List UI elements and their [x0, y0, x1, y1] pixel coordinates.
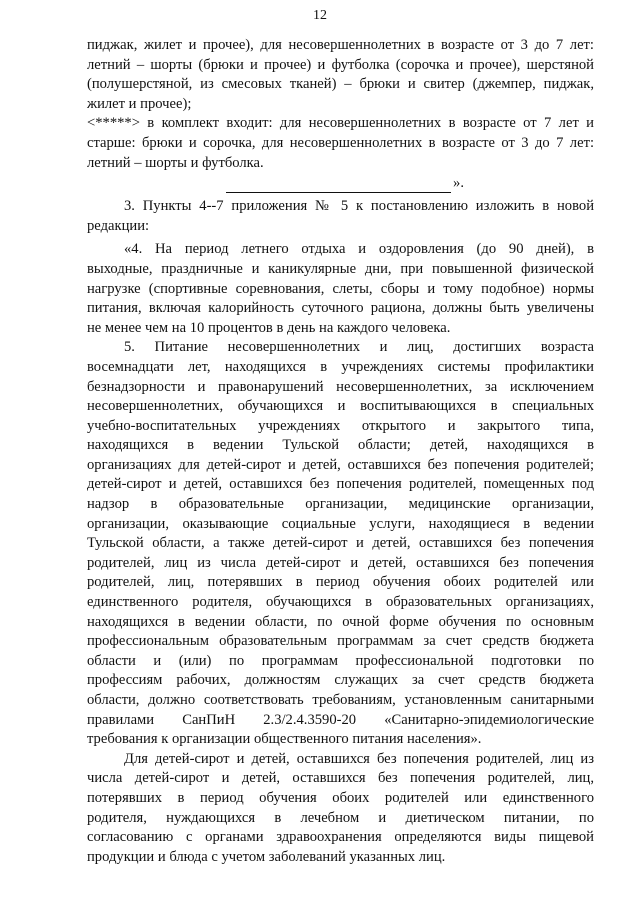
text-line: родителя, нуждающихся в лечебном и диетическом питании, по — [87, 809, 594, 826]
text-line: числа детей-сирот и детей, оставшихся без попечения родителей, лиц, — [87, 770, 594, 787]
page-number: 12 — [313, 8, 327, 23]
paragraph-item-3 — [87, 197, 594, 236]
text-line: продукции и блюда с учетом заболеваний указанных лиц. — [87, 848, 446, 865]
text-line: организации, оказывающие социальные услуги, находящиеся в ведении — [87, 515, 594, 532]
closing-quote-mark: ». — [453, 174, 464, 191]
text-line: потерявших в период обучения обоих родителей или единственного — [87, 789, 594, 806]
paragraph-clothing-continuation — [87, 36, 594, 114]
text-line: единственного родителя, обучающихся в образовательных организациях, — [87, 594, 594, 611]
text-line: находящихся в ведении Тульской области; детей, находящихся в — [87, 437, 594, 454]
text-line: Тульской области, а также детей-сирот и детей, оставшихся без попечения — [87, 535, 594, 552]
text-line: жилет и прочее); — [87, 95, 192, 112]
text-line: летний – шорты (брюки и прочее) и футболка (сорочка и прочее), шерстяной — [87, 56, 594, 73]
horizontal-rule — [226, 178, 451, 193]
text-line: учебно-воспитательных учреждениях открытого и закрытого типа, — [87, 417, 594, 434]
paragraph-item-5 — [87, 338, 594, 749]
text-line: восемнадцати лет, находящихся в учреждениях системы профилактики — [87, 358, 594, 375]
text-line: согласованию с органами здравоохранения определяются виды пищевой — [87, 829, 594, 846]
text-line: правилами СанПиН 2.3/2.4.3590-20 «Санитарно-эпидемиологические — [87, 711, 594, 728]
text-line: области, должно соответствовать требованиям, установленным санитарными — [87, 692, 594, 708]
text-line: питания, включая калорийность суточного рациона, должны быть увеличены — [87, 300, 594, 317]
text-line: не менее чем на 10 процентов в день на каждого человека. — [87, 319, 451, 336]
text-line: 3. Пункты 4--7 приложения № 5 к постановлению изложить в новой — [124, 198, 594, 215]
text-line: старше: брюки и сорочка, для несовершеннолетних в возрасте от 3 до 7 лет: — [87, 134, 594, 151]
text-line: родителей, лиц, потерявших в период обучения обоих родителей или — [87, 574, 594, 591]
text-line: редакции: — [87, 217, 150, 234]
text-line: несовершеннолетних, обучающихся и воспитывающихся в специальных — [87, 398, 594, 415]
text-line: безнадзорности и правонарушений несовершеннолетних, за исключением — [87, 378, 594, 395]
text-line: (полушерстяной, из смесовых тканей) – брюки и свитер (джемпер, пиджак, — [87, 76, 594, 93]
text-line: 5. Питание несовершеннолетних и лиц, достигших возраста — [124, 339, 594, 356]
paragraph-footnote-set — [87, 114, 594, 173]
text-line: детей-сирот и детей, оставшихся без попечения родителей, помещенных под — [87, 476, 594, 493]
text-line: нагрузке (спортивные соревнования, слеты, сборы и тому подобное) нормы — [87, 280, 594, 297]
paragraph-item-4 — [87, 240, 594, 338]
text-line: Для детей-сирот и детей, оставшихся без попечения родителей, лиц из — [124, 750, 594, 767]
text-line: профессиональным образовательным программам за счет средств бюджета — [87, 633, 594, 650]
paragraph-orphans-diet — [87, 750, 594, 868]
text-line: надзор в образовательные организации, медицинские организации, — [87, 496, 594, 513]
text-line: «4. На период летнего отдыха и оздоровления (до 90 дней), в — [124, 241, 594, 258]
text-line: находящихся в ведении области, по очной форме обучения по основным — [87, 613, 594, 630]
closing-line-row — [87, 173, 594, 193]
text-line: родителей, лиц из числа детей-сирот и детей, оставшихся без попечения — [87, 554, 594, 571]
text-line: организациях для детей-сирот и детей, оставшихся без попечения родителей; — [87, 456, 594, 473]
text-line: выходные, праздничные и каникулярные дни, при повышенной физической — [87, 260, 594, 277]
text-line: <*****> в комплект входит: для несовершеннолетних в возрасте от 7 лет и — [87, 115, 594, 132]
document-body — [87, 36, 594, 867]
text-line: требования к организации общественного питания населения». — [87, 731, 482, 748]
text-line: области и (или) по программам профессиональной подготовки по — [87, 652, 594, 669]
text-line: летний – шорты и футболка. — [87, 154, 264, 171]
text-line: пиджак, жилет и прочее), для несовершеннолетних в возрасте от 3 до 7 лет: — [87, 37, 594, 53]
text-line: профессиям рабочих, должностям служащих за счет средств бюджета — [87, 672, 594, 689]
